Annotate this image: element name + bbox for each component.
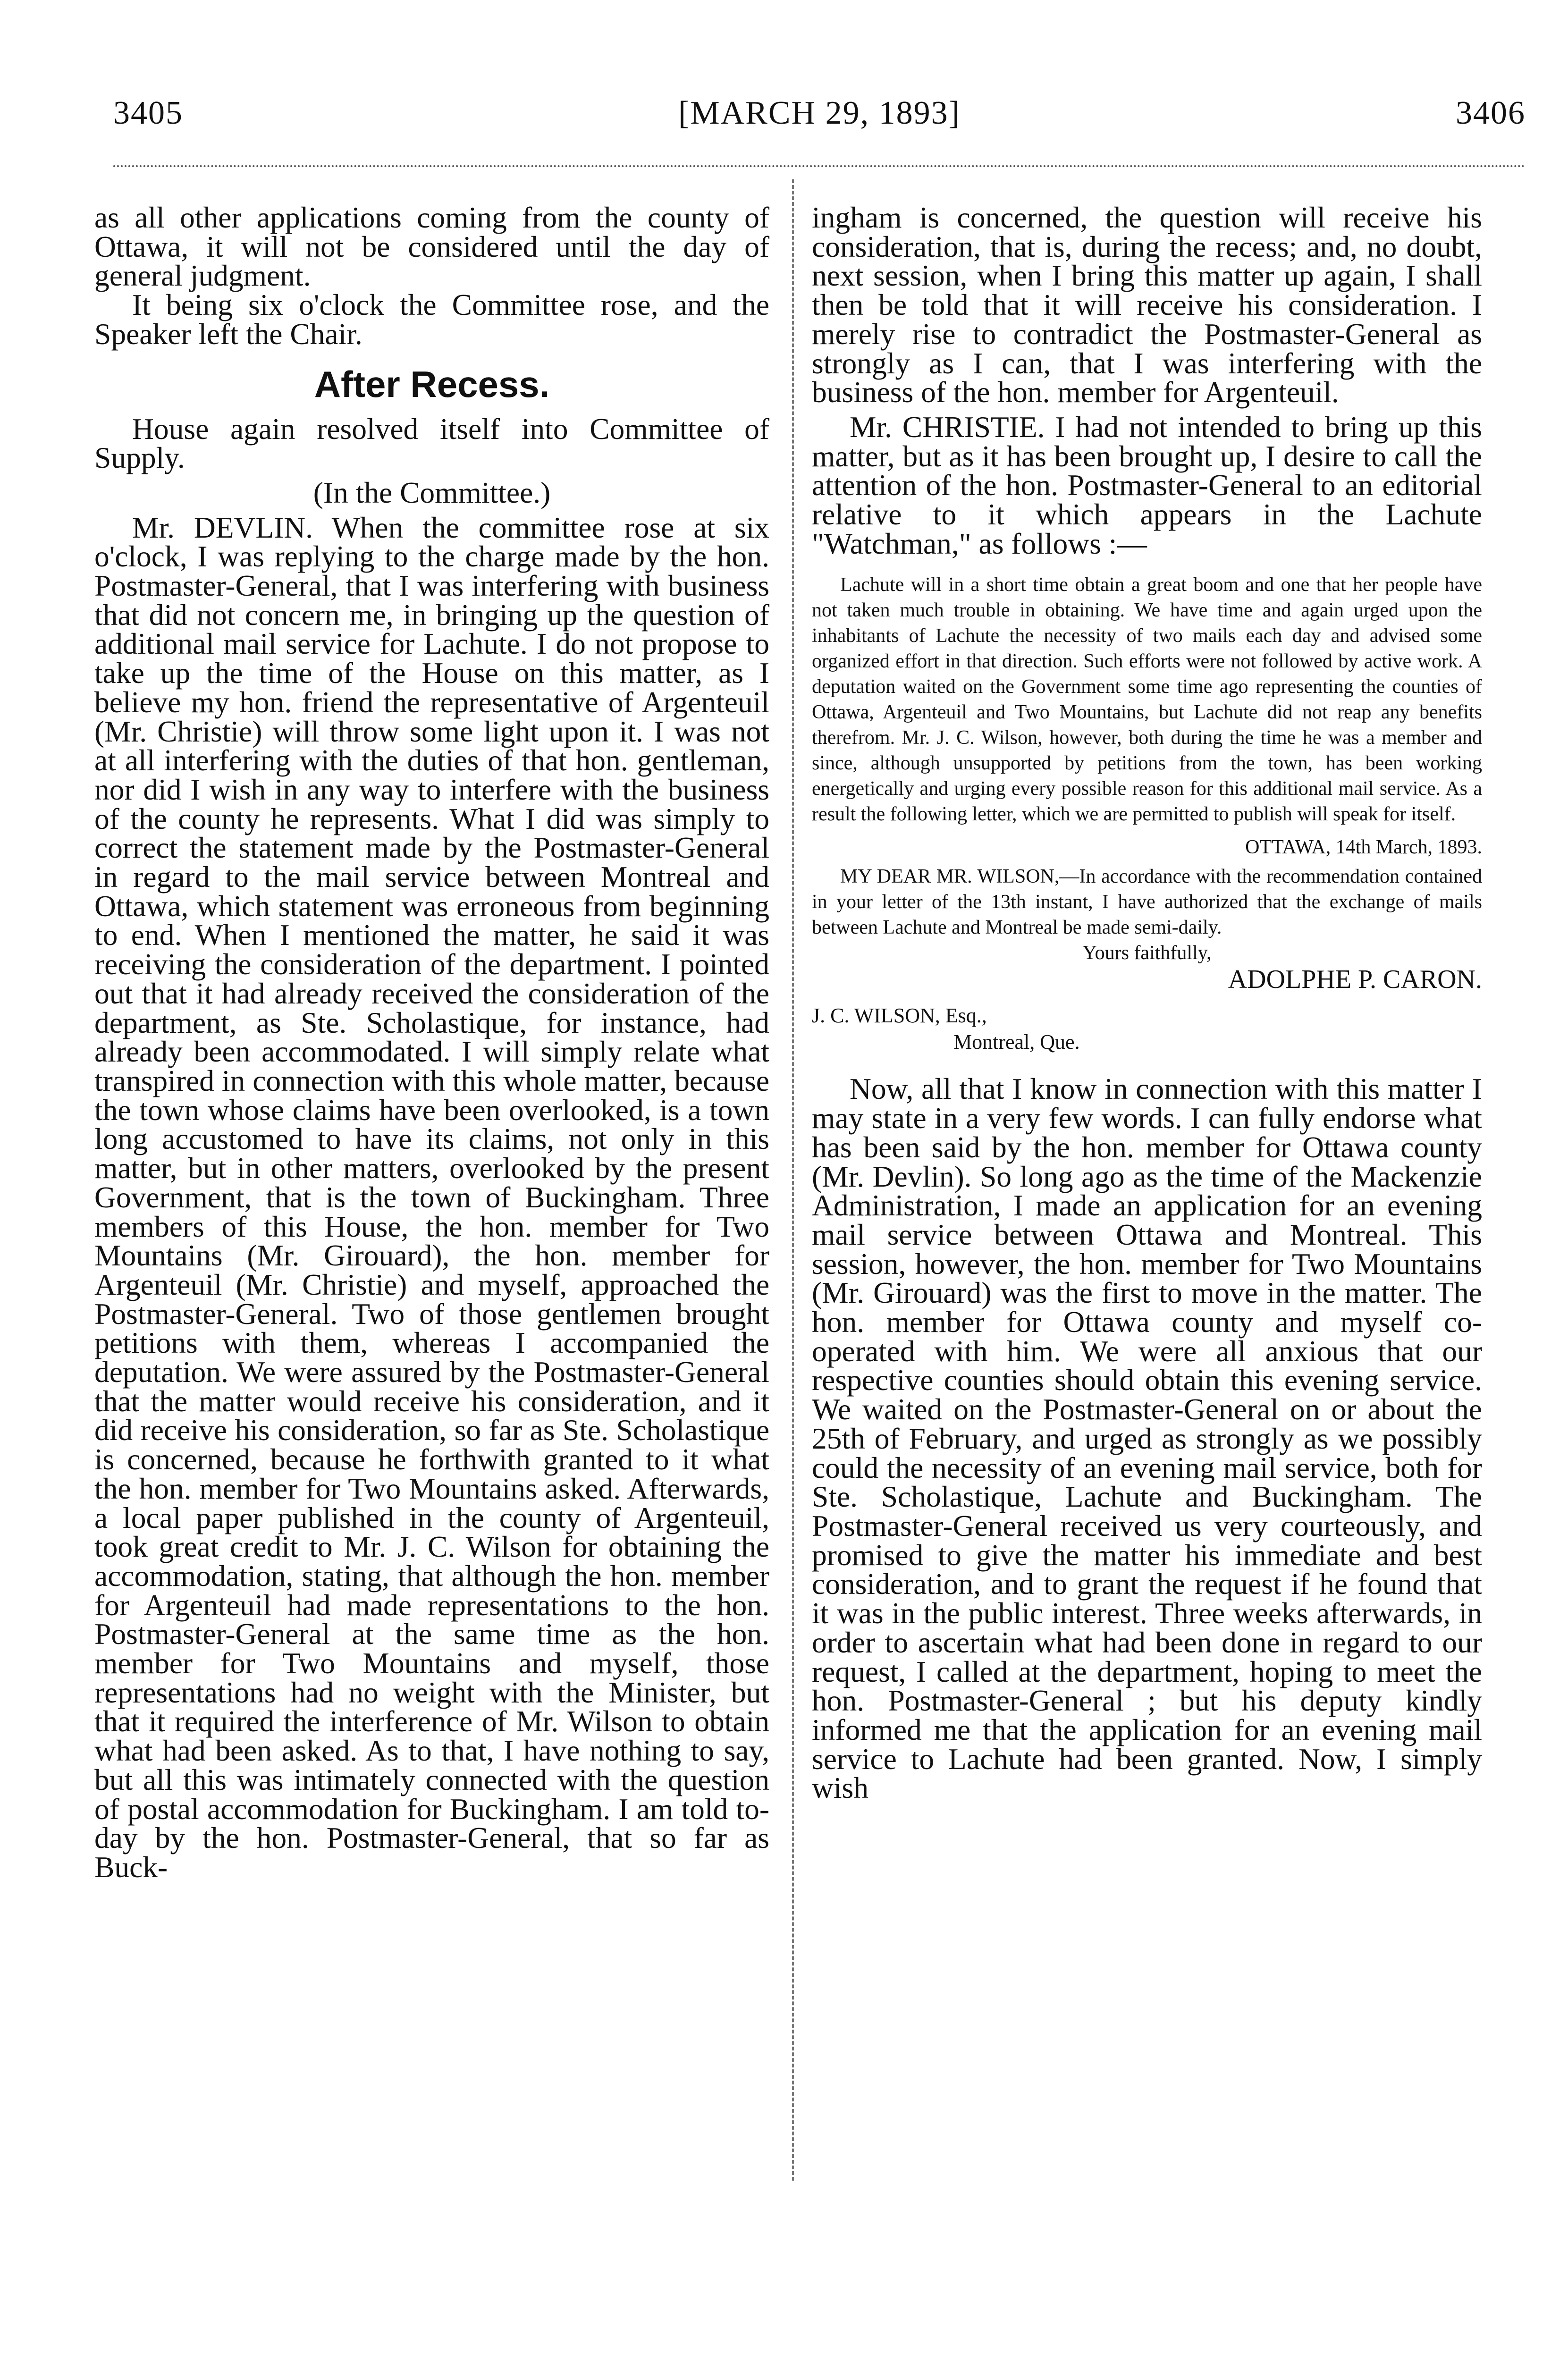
paragraph: ingham is concerned, the question will receive his consideration, that is, during the recess; and, no doubt, next session, when I bring this matter up again, I shall then be told that it will receive his consideration. I merely rise to contradict the Postmaster-General as strongly as I can, that I was interfering with the business of the hon. member for Argenteuil. xyxy=(812,201,1482,409)
left-column xyxy=(94,203,769,1882)
paragraph: House again resolved itself into Committee of Supply. xyxy=(94,412,769,475)
letter-addressee: J. C. WILSON, Esq., xyxy=(812,1004,987,1028)
paragraph: as all other applications coming from the county of Ottawa, it will not be considered until the day of general judgment. xyxy=(94,201,769,293)
speech-devlin: Mr. DEVLIN. When the committee rose at six o'clock, I was replying to the charge made by the hon. Postmaster-General, that I was interfering with business that did not concern me, in bringing up the question of additional mail service for Lachute. I do not propose to take up the time of the House on this matter, as I believe my hon. friend the representative of Argenteuil (Mr. Christie) will throw some light upon it. I was not at all interfering with the duties of that hon. gentleman, nor did I wish in any way to interfere with the business of the county he represents. What I did was simply to correct the statement made by the Postmaster-General in regard to the mail service between Montreal and Ottawa, which statement was erroneous from beginning to end. When I mentioned the matter, he said it was receiving the consideration of the department. I pointed out that it had already received the consideration of the department, as Ste. Scholastique, for instance, had already been accommodated. I will simply relate what transpired in connection with this whole matter, because the town whose claims have been overlooked, is a town long accustomed to have its claims, not only in this matter, but in other matters, overlooked by the present Government, that is the town of Buckingham. Three members of this House, the hon. member for Two Mountains (Mr. Girouard), the hon. member for Argenteuil (Mr. Christie) and myself, approached the Postmaster-General. Two of those gentlemen brought petitions with them, whereas I accompanied the deputation. We were assured by the Postmaster-General that the matter would receive his consideration, and it did receive his consideration, so far as Ste. Scholastique is concerned, because he forthwith granted to it what the hon. member for Two Mountains asked. Afterwards, a local paper published in the county of Argenteuil, took great credit to Mr. J. C. Wilson for obtaining the accommodation, stating, that although the hon. member for Argenteuil had made representations to the hon. Postmaster-General at the same time as the hon. member for Two Mountains and myself, those representations had no weight with the Minister, but that it required the interference of Mr. Wilson to obtain what had been asked. As to that, I have nothing to say, but all this was intimately connected with the question of postal accommodation for Buckingham. I am told to-day by the hon. Postmaster-General, that so far as Buck- xyxy=(94,510,769,1884)
paragraph: Now, all that I know in connection with this matter I may state in a very few words. I can fully endorse what has been said by the hon. member for Ottawa county (Mr. Devlin). So long ago as the time of the Mackenzie Administration, I made an application for an evening mail service between Ottawa and Montreal. This session, however, the hon. member for Two Mountains (Mr. Girouard) was the first to move in the matter. The hon. member for Ottawa county and myself co-operated with him. We were all anxious that our respective counties should obtain this evening service. We waited on the Postmaster-General on or about the 25th of February, and urged as strongly as we possibly could the necessity of an evening mail service, both for Ste. Scholastique, Lachute and Buckingham. The Postmaster-General received us very courteously, and promised to give the matter his immediate and best consideration, and to grant the request if he found that it was in the public interest. Three weeks afterwards, in order to ascertain what had been done in regard to our request, I called at the department, hoping to meet the hon. Postmaster-General ; but his deputy kindly informed me that the application for an evening mail service to Lachute had been granted. Now, I simply wish xyxy=(812,1072,1482,1805)
header-rule xyxy=(113,165,1526,167)
letter-closing: Yours faithfully, xyxy=(1082,942,1212,964)
quoted-editorial: Lachute will in a short time obtain a great boom and one that her people have not taken much trouble in obtaining. We have time and again urged upon the inhabitants of Lachute the necessity of two mails each day and advised some organized effort in that direction. Such efforts were not followed by active work. A deputation waited on the Government some time ago representing the counties of Ottawa, Argenteuil and Two Mountains, but Lachute did not reap any benefits therefrom. Mr. J. C. Wilson, however, both during the time he was a member and since, although unsupported by petitions from the town, has been working energetically and urging every possible reason for this additional mail service. As a result the following letter, which we are permitted to publish will speak for itself. xyxy=(812,574,1482,826)
section-heading: After Recess. xyxy=(314,363,550,405)
page-number-left: 3405 xyxy=(113,95,183,131)
letter-signature: ADOLPHE P. CARON. xyxy=(1228,965,1482,995)
right-column xyxy=(812,203,1482,1803)
paragraph: (In the Committee.) xyxy=(313,475,551,509)
speech-christie: Mr. CHRISTIE. I had not intended to bring up this matter, but as it has been brought up, I desire to call the attention of the hon. Postmaster-General to an editorial relative to it which appears in the Lachute "Watchman," as follows :— xyxy=(812,410,1482,560)
header-date: [MARCH 29, 1893] xyxy=(678,95,961,131)
column-divider xyxy=(792,179,794,2181)
page-number-right: 3406 xyxy=(1456,95,1526,131)
letter-addressee-place: Montreal, Que. xyxy=(953,1030,1080,1054)
letter-body: MY DEAR MR. WILSON,—In accordance with the recommendation contained in your letter of the 13th instant, I have authorized that the exchange of mails between Lachute and Montreal be made semi-daily. xyxy=(812,866,1482,939)
page-header xyxy=(113,94,1526,132)
paragraph: It being six o'clock the Committee rose, and the Speaker left the Chair. xyxy=(94,288,769,351)
letter-date: OTTAWA, 14th March, 1893. xyxy=(1245,836,1482,859)
